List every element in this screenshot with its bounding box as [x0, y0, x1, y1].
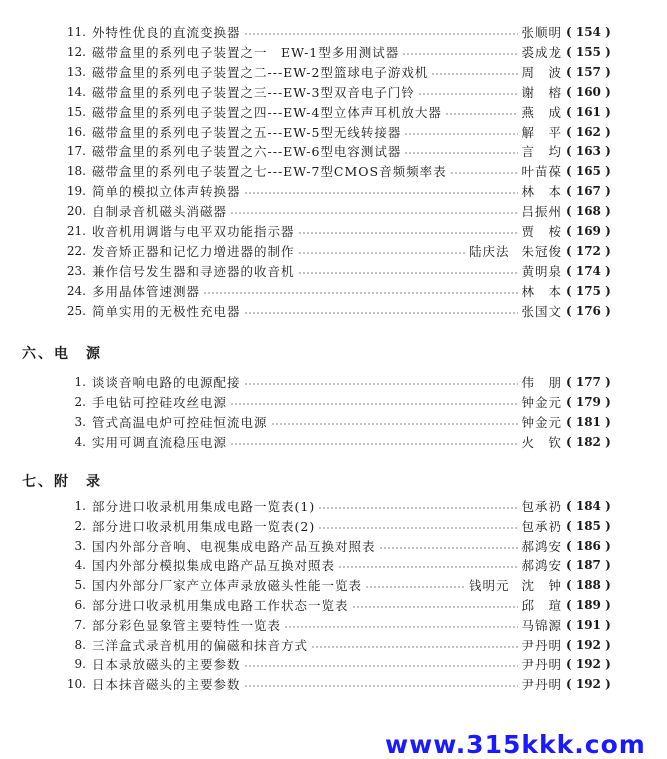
entry-number: 15. — [66, 104, 86, 119]
entry-page-number: ( 168 ) — [566, 204, 611, 219]
section-heading-power: 六、电 源 — [22, 346, 102, 362]
dot-leader — [244, 192, 519, 195]
entry-number: 20. — [66, 204, 86, 219]
toc-entry[interactable] — [52, 221, 632, 241]
entry-page-number: ( 181 ) — [566, 415, 611, 429]
entry-number: 25. — [66, 303, 86, 318]
toc-entry[interactable] — [52, 241, 632, 261]
toc-entry[interactable] — [52, 575, 632, 595]
toc-entry[interactable] — [52, 674, 632, 694]
dot-leader — [338, 566, 518, 569]
entry-page-number: ( 177 ) — [566, 375, 611, 389]
entry-title: 国内外部分厂家产立体声录放磁头性能一览表 — [92, 578, 363, 594]
entry-number: 5. — [74, 578, 86, 593]
entry-number: 7. — [74, 617, 86, 632]
entry-number: 1. — [74, 375, 86, 389]
entry-author: 郝鸿安 — [521, 538, 562, 554]
entry-title: 磁带盒里的系列电子装置之五 — [92, 124, 268, 140]
toc-entry[interactable] — [52, 536, 632, 556]
entry-title: 部分进口收录机用集成电路一览表(1) — [92, 499, 316, 514]
entry-coauthor: 钱明元 — [468, 578, 510, 594]
dot-leader — [298, 251, 466, 254]
dot-leader — [230, 403, 518, 406]
entry-author: 尹丹明 — [521, 677, 562, 693]
dot-leader — [404, 152, 518, 155]
entry-title: 谈谈音响电路的电源配接 — [92, 375, 241, 390]
entry-number: 1. — [74, 499, 86, 513]
entry-page-number: ( 184 ) — [566, 499, 611, 513]
entry-title: 部分进口收录机用集成电路一览表(2) — [92, 518, 316, 534]
entry-page-number: ( 154 ) — [566, 25, 611, 39]
toc-entry[interactable] — [52, 555, 632, 575]
entry-author: 郝鸿安 — [521, 558, 562, 574]
toc-entry[interactable] — [52, 201, 632, 221]
entry-title: 磁带盒里的系列电子装置之七 — [92, 164, 268, 180]
entry-page-number: ( 162 ) — [566, 124, 611, 139]
toc-entry[interactable] — [52, 122, 632, 142]
dot-leader — [418, 92, 519, 95]
entry-number: 9. — [74, 657, 86, 672]
entry-author: 林 本 — [521, 184, 562, 200]
entry-author: 叶苗葆 — [521, 164, 562, 180]
dot-leader — [365, 586, 466, 589]
entry-author: 马锦源 — [521, 617, 562, 633]
entry-subtitle: ---EW-4型立体声耳机放大器 — [267, 104, 442, 120]
entry-author: 朱冠俊 — [521, 243, 562, 259]
toc-entry[interactable] — [52, 42, 632, 62]
entry-author: 包承礽 — [521, 518, 562, 534]
dot-leader — [203, 291, 518, 294]
entry-number: 24. — [66, 283, 86, 298]
entry-page-number: ( 185 ) — [566, 518, 611, 533]
entry-title: 三洋盒式录音机用的偏磁和抹音方式 — [92, 637, 309, 653]
entry-author: 火 钦 — [521, 435, 562, 450]
entry-title: 外特性优良的直流变换器 — [92, 25, 241, 40]
entry-author: 谢 榕 — [521, 84, 562, 100]
entry-author: 钟金元 — [521, 395, 562, 410]
entry-number: 23. — [66, 263, 86, 278]
entry-subtitle: ---EW-5型无线转接器 — [267, 124, 402, 140]
entry-page-number: ( 160 ) — [566, 84, 611, 99]
dot-leader — [284, 625, 518, 628]
entry-title: 实用可调直流稳压电源 — [92, 435, 228, 450]
entry-author: 解 平 — [521, 124, 562, 140]
dot-leader — [244, 383, 519, 386]
entry-page-number: ( 192 ) — [566, 657, 611, 672]
entry-author: 张顺明 — [521, 25, 562, 40]
entry-number: 19. — [66, 184, 86, 199]
entry-title: 日本录放磁头的主要参数 — [92, 657, 241, 673]
toc-entry[interactable] — [52, 412, 632, 432]
entry-author: 裘成龙 — [521, 44, 562, 60]
dot-leader — [230, 212, 518, 215]
entry-author: 言 均 — [521, 144, 562, 160]
entry-number: 2. — [74, 395, 86, 409]
toc-entry[interactable] — [52, 635, 632, 655]
entry-subtitle: ---EW-7型CMOS音频频率表 — [267, 164, 447, 180]
entry-subtitle: ---EW-3型双音电子门铃 — [267, 84, 415, 100]
entry-title: 部分彩色显象管主要特性一览表 — [92, 617, 282, 633]
dot-leader — [431, 72, 518, 75]
entry-author: 周 波 — [521, 64, 562, 80]
entry-number: 14. — [66, 84, 86, 99]
entry-author: 尹丹明 — [521, 637, 562, 653]
toc-entry[interactable] — [52, 261, 632, 281]
dot-leader — [445, 112, 519, 115]
entry-number: 16. — [66, 124, 86, 139]
entry-author: 贾 桉 — [521, 224, 562, 239]
dot-leader — [404, 132, 518, 135]
entry-author: 吕振州 — [521, 204, 562, 220]
entry-page-number: ( 174 ) — [566, 263, 611, 278]
toc-entry[interactable] — [52, 615, 632, 635]
entry-author: 伟 朋 — [521, 375, 562, 390]
entry-number: 4. — [74, 558, 86, 573]
entry-number: 10. — [66, 677, 86, 692]
entry-number: 2. — [74, 518, 86, 533]
entry-number: 3. — [74, 415, 86, 429]
entry-author: 黄明泉 — [521, 263, 562, 279]
entry-page-number: ( 192 ) — [566, 677, 611, 692]
entry-page-number: ( 189 ) — [566, 598, 611, 612]
entry-page-number: ( 188 ) — [566, 578, 611, 593]
dot-leader — [318, 526, 518, 529]
entry-subtitle: ---EW-6型电容测试器 — [267, 144, 402, 160]
toc-entry[interactable] — [52, 392, 632, 412]
toc-entry[interactable] — [52, 102, 632, 122]
entry-title: 简单实用的无极性充电器 — [92, 303, 241, 319]
entry-number: 3. — [74, 538, 86, 553]
entry-title: 手电钻可控硅攻丝电源 — [92, 395, 228, 410]
dot-leader — [450, 172, 519, 175]
toc-entry[interactable] — [52, 432, 632, 452]
toc-entry[interactable] — [52, 82, 632, 102]
entry-title: 发音矫正器和记忆力增进器的制作 — [92, 243, 295, 259]
entry-page-number: ( 182 ) — [566, 435, 611, 449]
entry-number: 12. — [66, 44, 86, 59]
dot-leader — [230, 443, 518, 446]
entry-author: 包承礽 — [521, 499, 562, 514]
entry-title: 收音机用调谐与电平双功能指示器 — [92, 224, 295, 239]
entry-page-number: ( 165 ) — [566, 164, 611, 179]
entry-title: 自制录音机磁头消磁器 — [92, 204, 228, 220]
entry-number: 13. — [66, 64, 86, 79]
entry-page-number: ( 155 ) — [566, 44, 611, 59]
entry-subtitle: ---EW-2型篮球电子游戏机 — [267, 64, 429, 80]
entry-page-number: ( 157 ) — [566, 64, 611, 79]
entry-title: 国内外部分模拟集成电路产品互换对照表 — [92, 558, 336, 574]
dot-leader — [402, 52, 518, 55]
dot-leader — [352, 606, 519, 609]
entry-page-number: ( 179 ) — [566, 395, 611, 409]
dot-leader — [318, 507, 518, 510]
toc-entry[interactable] — [52, 181, 632, 201]
entry-page-number: ( 161 ) — [566, 104, 611, 119]
entry-number: 6. — [74, 598, 86, 612]
entry-author: 尹丹明 — [521, 657, 562, 673]
entry-page-number: ( 192 ) — [566, 637, 611, 652]
entry-title: 磁带盒里的系列电子装置之四 — [92, 104, 268, 120]
dot-leader — [244, 33, 519, 36]
dot-leader — [298, 232, 519, 235]
toc-entry[interactable] — [52, 496, 632, 516]
entry-page-number: ( 176 ) — [566, 303, 611, 318]
entry-coauthor: 陆庆法 — [468, 243, 510, 259]
entry-title: 兼作信号发生器和寻迹器的收音机 — [92, 263, 295, 279]
entry-number: 4. — [74, 435, 86, 449]
entry-title: 磁带盒里的系列电子装置之一 — [92, 44, 268, 60]
entry-title: 简单的模拟立体声转换器 — [92, 184, 241, 200]
dot-leader — [311, 645, 518, 648]
entry-number: 18. — [66, 164, 86, 179]
entry-number: 8. — [74, 637, 86, 652]
entry-number: 11. — [66, 25, 86, 39]
entry-author: 林 本 — [521, 283, 562, 299]
section-heading-appendix: 七、附 录 — [22, 474, 102, 490]
entry-title: 磁带盒里的系列电子装置之六 — [92, 144, 268, 160]
entry-page-number: ( 187 ) — [566, 558, 611, 573]
entry-page-number: ( 175 ) — [566, 283, 611, 298]
entry-title: 磁带盒里的系列电子装置之三 — [92, 84, 268, 100]
entry-page-number: ( 163 ) — [566, 144, 611, 159]
entry-title: 国内外部分音响、电视集成电路产品互换对照表 — [92, 538, 376, 554]
entry-author: 钟金元 — [521, 415, 562, 430]
entry-number: 21. — [66, 224, 86, 238]
dot-leader — [379, 546, 519, 549]
entry-title: 多用晶体管速测器 — [92, 283, 201, 299]
dot-leader — [298, 271, 519, 274]
entry-page-number: ( 172 ) — [566, 243, 611, 258]
entry-number: 17. — [66, 144, 86, 159]
entry-subtitle: EW-1型多用测试器 — [267, 44, 400, 60]
dot-leader — [244, 665, 519, 668]
toc-entry[interactable] — [52, 301, 632, 321]
entry-author: 燕 成 — [521, 104, 562, 120]
entry-author: 张国文 — [521, 303, 562, 319]
entry-page-number: ( 186 ) — [566, 538, 611, 553]
entry-title: 磁带盒里的系列电子装置之二 — [92, 64, 268, 80]
watermark-url: www.315kkk.com — [385, 730, 646, 759]
toc-entry[interactable] — [52, 281, 632, 301]
toc-entry[interactable] — [52, 372, 632, 392]
toc-entry[interactable] — [52, 141, 632, 161]
entry-page-number: ( 191 ) — [566, 617, 611, 632]
toc-entry[interactable] — [52, 516, 632, 536]
entry-author: 邱 瑄 — [521, 598, 562, 613]
dot-leader — [244, 685, 519, 688]
toc-entry[interactable] — [52, 654, 632, 674]
entry-title: 日本抹音磁头的主要参数 — [92, 677, 241, 693]
toc-entry[interactable] — [52, 161, 632, 181]
toc-entry[interactable] — [52, 595, 632, 615]
toc-entry[interactable] — [52, 22, 632, 42]
toc-entry[interactable] — [52, 62, 632, 82]
dot-leader — [244, 311, 519, 314]
entry-author: 沈 钟 — [521, 578, 562, 594]
entry-title: 部分进口收录机用集成电路工作状态一览表 — [92, 598, 349, 613]
dot-leader — [271, 423, 519, 426]
entry-title: 管式高温电炉可控硅恒流电源 — [92, 415, 268, 430]
entry-page-number: ( 169 ) — [566, 224, 611, 238]
entry-number: 22. — [66, 243, 86, 258]
entry-page-number: ( 167 ) — [566, 184, 611, 199]
